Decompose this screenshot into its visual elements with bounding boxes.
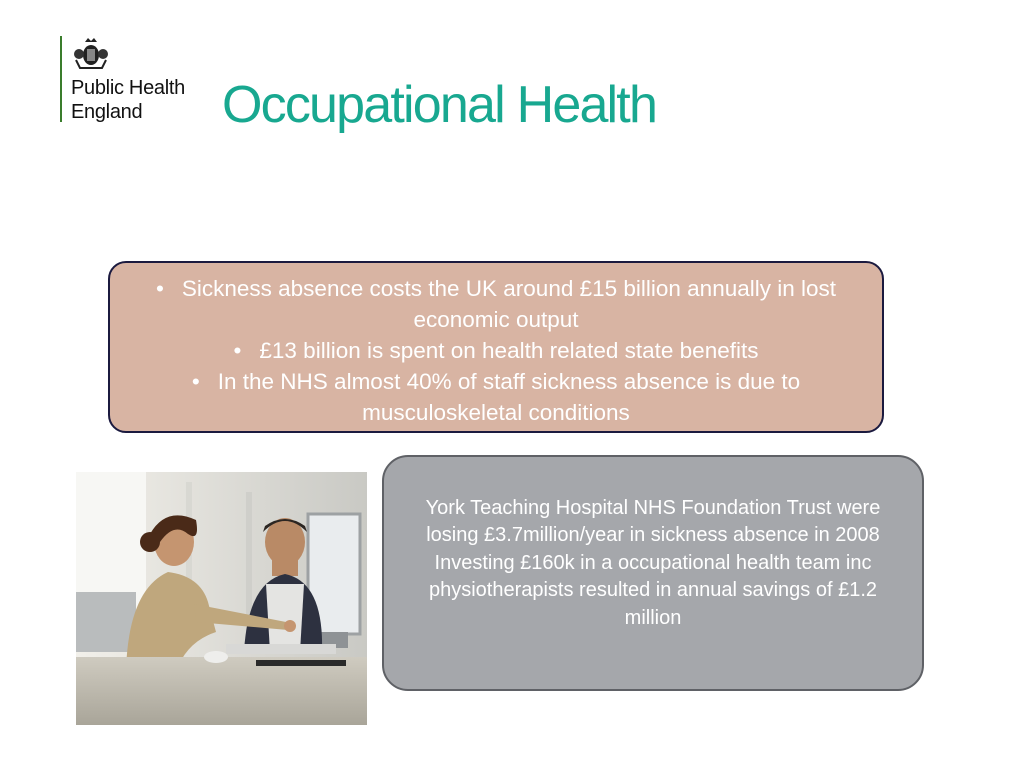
office-photo-illustration [76,472,367,725]
statistics-box [108,261,884,433]
statistic-item-3 [132,366,860,428]
case-study-paragraph-2: Investing £160k in a occupational health team inc physiotherapists resulted in annual savings of £1.2 million [428,551,878,629]
org-name [71,76,221,124]
royal-crest-icon [72,36,110,70]
statistics-list [110,263,882,428]
org-name-line-1: Public Health [71,77,185,99]
bullet-icon: • [191,369,200,394]
statistic-item-1 [132,273,860,335]
logo-divider [60,36,62,122]
office-photo [76,472,367,725]
statistic-text-1: Sickness absence costs the UK around £15 billion annually in lost economic output [181,276,837,332]
page-title: Occupational Health [222,76,657,134]
bullet-icon: • [233,338,242,363]
org-name-line-2: England [71,101,143,123]
statistic-text-3: In the NHS almost 40% of staff sickness absence is due to musculoskeletal conditions [217,369,801,425]
statistic-text-2: £13 billion is spent on health related state benefits [259,338,759,363]
case-study-box [382,455,924,691]
case-study-paragraph-1: York Teaching Hospital NHS Foundation Trust were losing £3.7million/year in sickness absence in 2008 [425,497,881,547]
statistic-item-2 [132,335,860,366]
bullet-icon: • [155,276,164,301]
case-study-text [398,495,908,632]
